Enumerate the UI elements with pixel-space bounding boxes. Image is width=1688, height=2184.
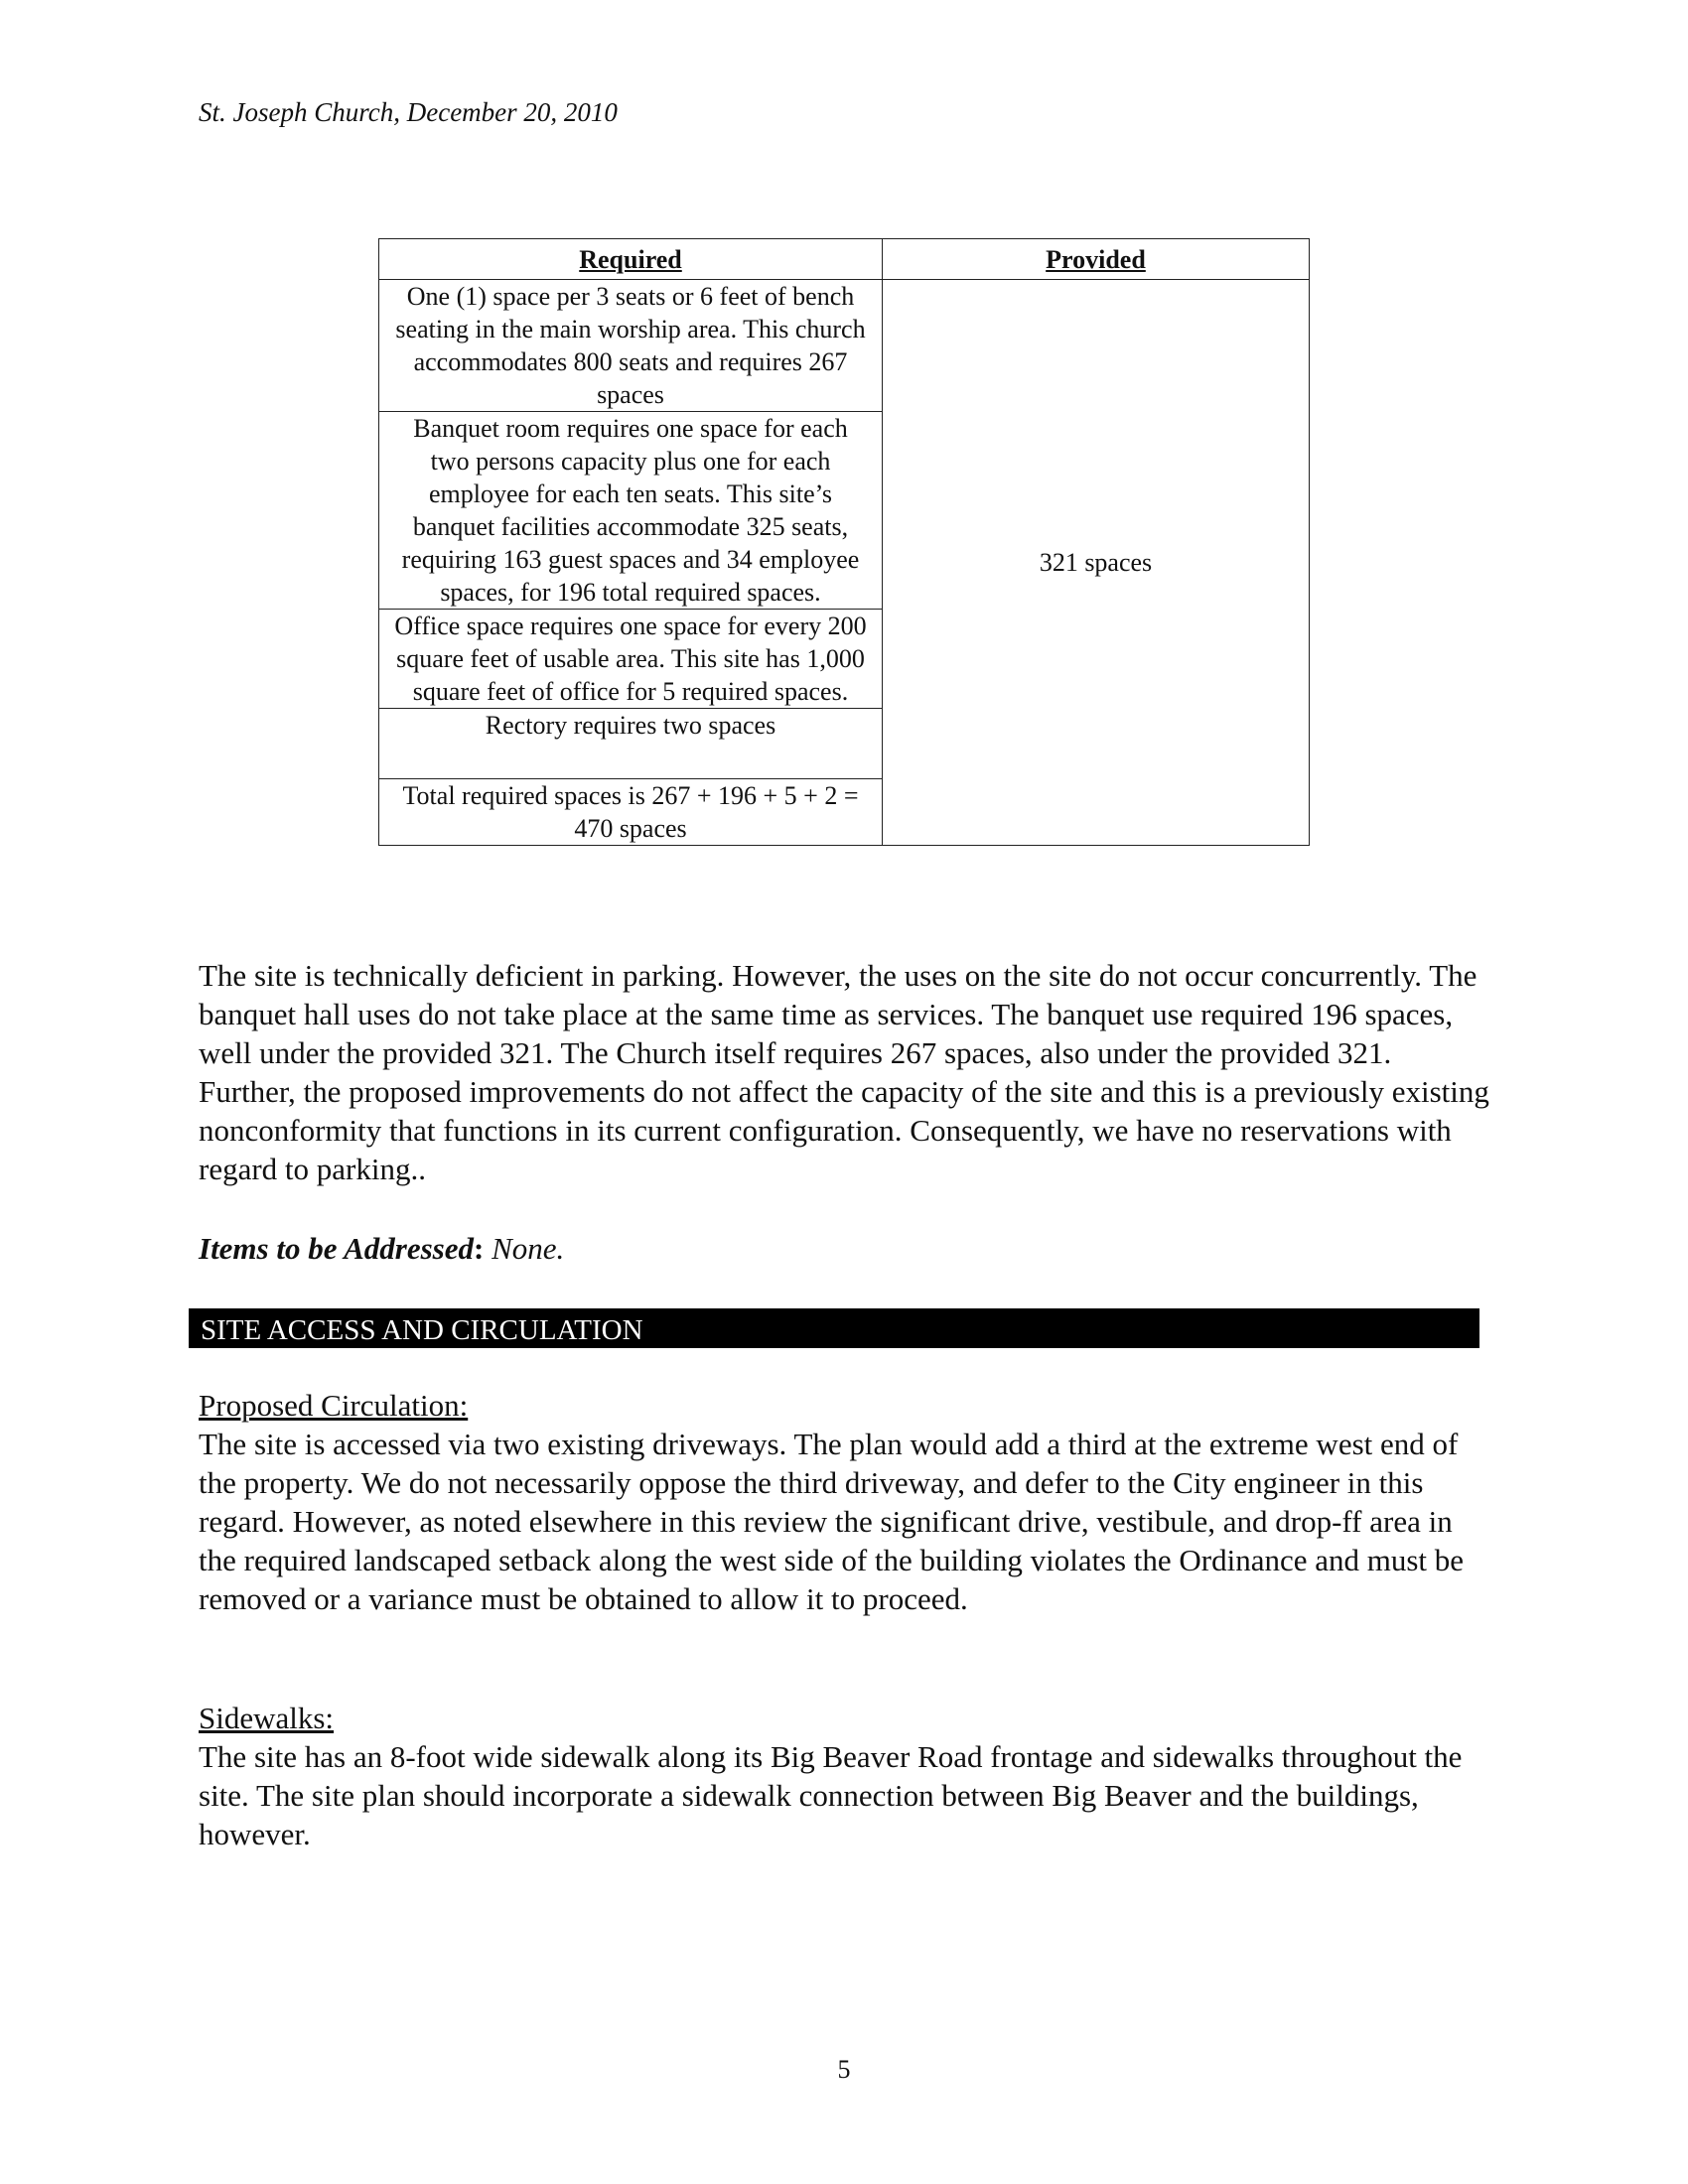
required-rectory: Rectory requires two spaces [379, 709, 883, 779]
proposed-circulation-heading: Proposed Circulation: [199, 1388, 469, 1423]
parking-table [378, 238, 1310, 846]
parking-paragraph: The site is technically deficient in parking. However, the uses on the site do not occur concurrently. The banquet hall uses do not take place at the same time as services. The banquet use required 196 spaces, well under the provided 321. The Church itself requires 267 spaces, also under the provided 321. Further, the proposed improvements do not affect the capacity of the site and this is a previously existing nonconformity that functions in its current configuration. Consequently, we have no reservations with regard to parking.. [199, 958, 1489, 1186]
items-colon: : [473, 1231, 485, 1266]
page-number: 5 [837, 2055, 851, 2084]
sidewalks-text: The site has an 8-foot wide sidewalk along its Big Beaver Road frontage and sidewalks throughout the site. The site plan should incorporate a sidewalk connection between Big Beaver and the buildings, however. [199, 1739, 1463, 1851]
required-office: Office space requires one space for every 200 square feet of usable area. This site has 1,000 square feet of office for 5 required spaces. [379, 610, 883, 709]
table-row [379, 280, 1310, 412]
sidewalks-heading: Sidewalks: [199, 1701, 335, 1735]
table-header-row [379, 239, 1310, 280]
required-total: Total required spaces is 267 + 196 + 5 + 2 = 470 spaces [379, 779, 883, 846]
items-label: Items to be Addressed [199, 1231, 474, 1266]
items-value: None. [492, 1231, 565, 1266]
items-to-address [199, 1229, 1489, 1268]
section-heading-bar: SITE ACCESS AND CIRCULATION [189, 1308, 1479, 1348]
sidewalks-section [199, 1699, 1489, 1853]
required-banquet: Banquet room requires one space for each two persons capacity plus one for each employee for each ten seats. This site’s banquet facilities accommodate 325 seats, requiring 163 guest spaces and 34 employee spaces, for 196 total required spaces. [379, 412, 883, 610]
provided-cell: 321 spaces [883, 280, 1310, 846]
required-worship: One (1) space per 3 seats or 6 feet of bench seating in the main worship area. This church accommodates 800 seats and requires 267 spaces [379, 280, 883, 412]
page-header: St. Joseph Church, December 20, 2010 [199, 97, 618, 127]
header-provided: Provided [883, 239, 1310, 280]
proposed-circulation-text: The site is accessed via two existing driveways. The plan would add a third at the extreme west end of the property. We do not necessarily oppose the third driveway, and defer to the City engineer in this regard. However, as noted elsewhere in this review the significant drive, vestibule, and drop-ff area in the required landscaped setback along the west side of the building violates the Ordinance and must be removed or a variance must be obtained to allow it to proceed. [199, 1427, 1465, 1616]
header-required: Required [379, 239, 883, 280]
proposed-circulation-section [199, 1386, 1489, 1618]
